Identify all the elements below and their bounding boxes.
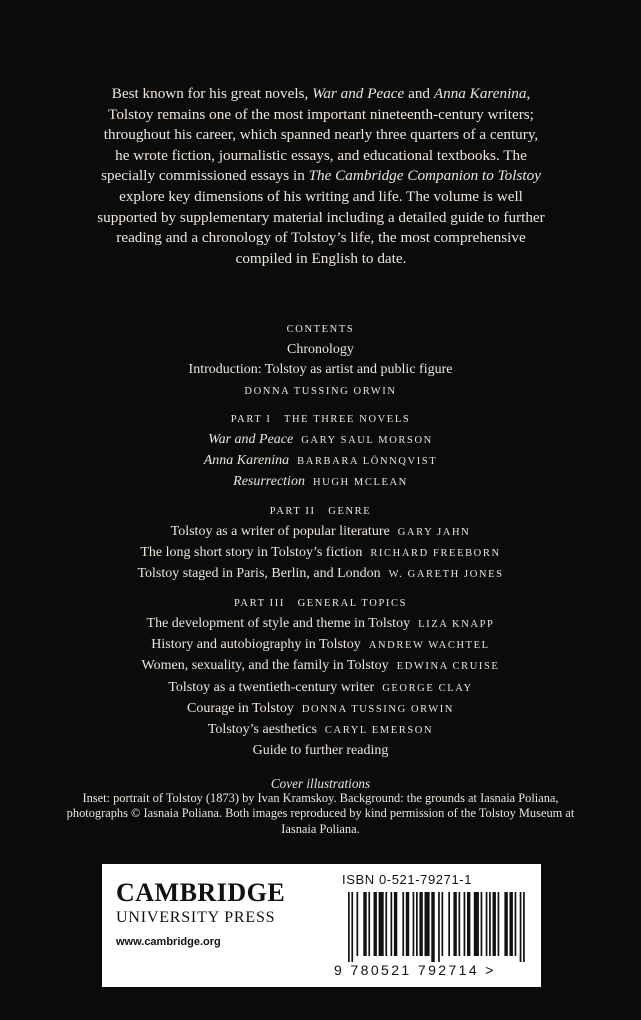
publisher-url: www.cambridge.org [116,936,221,948]
blurb-text: , Tolstoy remains one of the most important nineteenth-century writers; throughout his career, which spanned nearly three quarters of a century, he wrote fiction, journalistic essays, and educational textbooks. The specially commissioned essays in [101,85,539,185]
entry-title: Resurrection [233,474,305,490]
entry-title: The long short story in Tolstoy’s fiction [140,545,363,561]
isbn-label: ISBN 0-521-79271-1 [342,872,473,887]
barcode-bar [413,892,415,956]
contents-entry [40,656,601,677]
blurb-text: Best known for his great novels, [111,85,313,102]
barcode-bar [379,892,384,956]
entry-author: EDWINA CRUISE [396,661,500,673]
contents-entry [40,564,601,585]
entry-author: HUGH MCLEAN [312,477,408,489]
entry-author: DONNA TUSSING ORWIN [244,385,397,397]
barcode-bar [493,892,496,956]
entry-author: GEORGE CLAY [382,682,473,694]
entry-title: The development of style and theme in Tolstoy [146,615,411,631]
barcode-icon [348,892,528,962]
blurb-title-companion: The Cambridge Companion to Tolstoy [308,167,541,185]
barcode-bar [438,892,440,962]
entry-title: Chronology [287,342,354,357]
barcode-bar [357,892,359,956]
contents-entry [40,360,601,380]
blurb [96,84,546,269]
entry-title: Tolstoy as a twentieth-century writer [168,679,375,695]
contents-entry [40,699,601,720]
part-heading: PART I THE THREE NOVELS [230,413,411,425]
entry-title: Tolstoy as a writer of popular literature [170,523,390,539]
contents-heading: CONTENTS [286,324,355,335]
barcode-bar [453,892,456,956]
entry-title: Introduction: Tolstoy as artist and public figure [188,362,453,378]
barcode-bar [394,892,397,956]
entry-title: Tolstoy’s aesthetics [207,722,317,738]
cover-credits-title: Cover illustrations [270,776,371,791]
blurb-title-war-and-peace: War and Peace [312,85,405,102]
entry-author: GARY SAUL MORSON [301,434,433,446]
barcode-bar [374,892,377,956]
entry-author: CARYL EMERSON [324,725,434,737]
barcode-bar [385,892,387,956]
entry-title: Anna Karenina [203,453,290,469]
part-heading: PART II GENRE [269,505,372,517]
contents-entry [40,678,601,699]
entry-title: Guide to further reading [252,743,389,759]
publisher-panel [102,864,541,987]
barcode-bar [481,892,483,956]
publisher-logo [116,880,285,948]
entry-author: DONNA TUSSING ORWIN [301,703,454,715]
barcode-bar [510,892,513,956]
contents-entry [40,472,601,493]
contents-entry [40,451,601,472]
entry-author: LIZA KNAPP [418,618,495,630]
barcode-bar [489,892,491,956]
contents-entry [40,381,601,402]
barcode-bar [391,892,393,956]
barcode-bar [464,892,466,956]
barcode-bar [459,892,461,956]
entry-title: History and autobiography in Tolstoy [151,636,361,652]
part-heading: PART III GENERAL TOPICS [233,597,408,609]
barcode-bar [425,892,430,956]
barcode-bar [504,892,507,956]
barcode-bar [486,892,488,956]
barcode-bar [419,892,422,956]
blurb-paragraph [96,84,546,269]
blurb-title-anna-karenina: Anna Karenina [433,85,527,102]
contents-entry [40,522,601,543]
barcode-bar [520,892,522,962]
contents-entry [40,543,601,564]
entry-title: Tolstoy staged in Paris, Berlin, and London [137,566,381,582]
contents-entry [40,720,601,741]
publisher-name: CAMBRIDGE [116,878,286,907]
entry-author: ANDREW WACHTEL [368,639,490,651]
entry-author: W. GARETH JONES [388,569,504,581]
barcode-bar [402,892,404,956]
barcode-bar [523,892,525,962]
entry-author: BARBARA LÖNNQVIST [297,456,438,468]
cover-credits [60,776,581,837]
barcode-bar [498,892,500,956]
contents-entry [40,635,601,656]
barcode-bar [448,892,450,956]
barcode-bar [363,892,366,956]
contents [40,320,601,762]
entry-author: GARY JAHN [397,526,471,538]
barcode-bar [348,892,350,962]
contents-entry [40,340,601,360]
contents-entry [40,614,601,635]
barcode-bar [431,892,434,962]
contents-entry [40,430,601,451]
barcode-bar [351,892,353,962]
ean-number: 9 780521 792714 > [334,962,496,978]
contents-entry [40,741,601,761]
entry-author: RICHARD FREEBORN [370,548,501,560]
entry-title: War and Peace [208,431,294,447]
barcode-bar [368,892,370,956]
publisher-sub: UNIVERSITY PRESS [116,909,276,926]
entry-title: Women, sexuality, and the family in Tolstoy [141,658,389,674]
cover-credits-text: Inset: portrait of Tolstoy (1873) by Ivan Kramskoy. Background: the grounds at Iasnaia Poliana, photographs © Iasnaia Poliana. Both images reproduced by kind permission of the Tolstoy Museum at Iasnaia Poliana. [66,791,575,836]
barcode-bar [474,892,479,956]
barcode-bar [515,892,517,956]
blurb-text: explore key dimensions of his writing and life. The volume is well supported by supplementary material including a detailed guide to further reading and a chronology of Tolstoy’s life, the most comprehensive compiled in English to date. [97,187,545,267]
entry-title: Courage in Tolstoy [186,700,294,716]
barcode-bar [467,892,470,956]
barcode-bar [442,892,444,956]
blurb-text: and [404,85,434,102]
barcode-bar [406,892,409,956]
barcode-bar [416,892,418,956]
